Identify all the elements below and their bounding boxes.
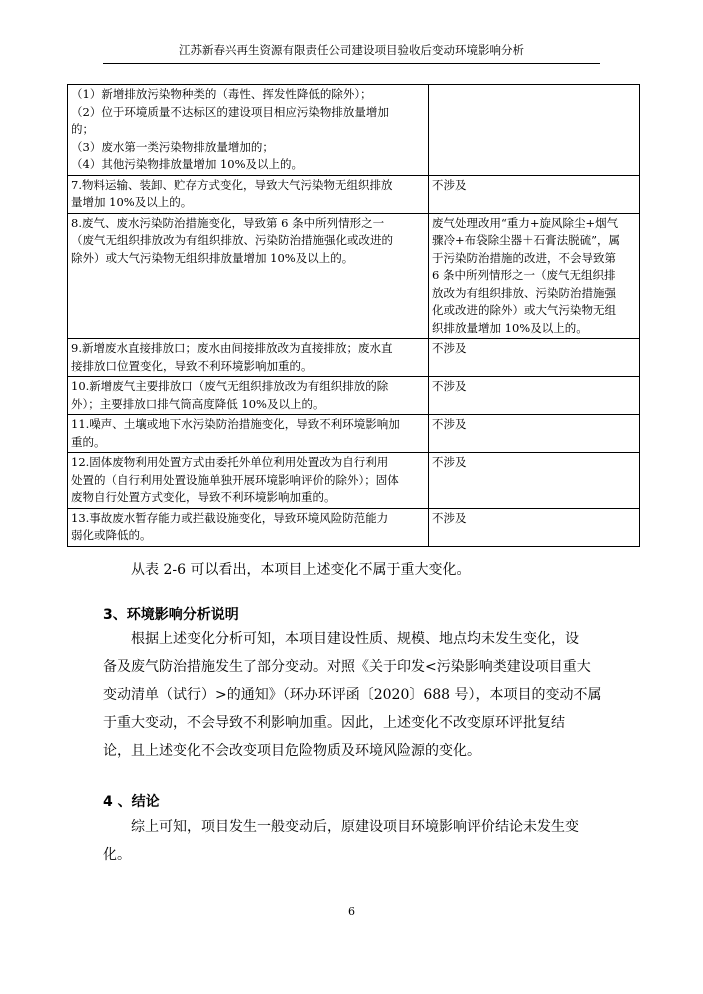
change-item-line: 10.新增废气主要排放口（废气无组织排放改为有组织排放的除 <box>71 379 389 393</box>
header-rule <box>103 63 600 64</box>
change-note-line: 骤冷+布袋除尘器＋石膏法脱硫”，属 <box>432 233 621 247</box>
change-note-cell <box>429 213 640 339</box>
change-item-cell <box>68 213 429 339</box>
change-table <box>67 84 640 547</box>
change-note-line: 6 条中所列情形之一（废气无组织排 <box>432 268 616 282</box>
table-row <box>68 377 640 415</box>
paragraph-line: 综上可知，项目发生一般变动后，原建设项目环境影响评价结论未发生变 <box>131 819 579 835</box>
change-note-cell <box>429 453 640 509</box>
change-note-cell <box>429 377 640 415</box>
change-table-body <box>68 85 640 547</box>
table-row <box>68 508 640 546</box>
paragraph-line: 化。 <box>103 847 131 863</box>
section-4-heading: 4 、结论 <box>103 794 160 810</box>
change-item-line: 9.新增废水直接排放口；废水由间接排放改为直接排放；废水直 <box>71 341 393 355</box>
change-note-line: 不涉及 <box>432 455 467 469</box>
change-note-line: 放改为有组织排放、污染防治措施强 <box>432 285 616 300</box>
change-note-line: 废气处理改用“重力+旋风除尘+烟气 <box>432 215 619 230</box>
change-item-line: 13.事故废水暂存能力或拦截设施变化，导致环境风险防范能力 <box>71 510 389 525</box>
paragraph-line: 根据上述变化分析可知，本项目建设性质、规模、地点均未发生变化，设 <box>131 631 579 647</box>
table-summary: 从表 2-6 可以看出，本项目上述变化不属于重大变化。 <box>131 562 471 578</box>
change-item-cell <box>68 377 429 415</box>
change-item-line: 弱化或降低的。 <box>71 528 152 542</box>
change-note-line: 不涉及 <box>432 341 467 355</box>
change-note-line: 化或改进的除外）或大气污染物无组 <box>432 303 616 317</box>
change-note-cell <box>429 415 640 453</box>
paragraph-line: 变动清单（试行）>的通知》（环办环评函〔2020〕688 号），本项目的变动不属 <box>103 687 602 703</box>
page-header: 江苏新春兴再生资源有限责任公司建设项目验收后变动环境影响分析 <box>179 43 524 57</box>
change-note-cell <box>429 508 640 546</box>
change-note-line: 织排放量增加 10%及以上的。 <box>432 320 588 335</box>
change-item-line: （3）废水第一类污染物排放量增加的； <box>71 139 274 154</box>
table-row <box>68 415 640 453</box>
table-row <box>68 85 640 176</box>
section-4-body <box>103 813 643 869</box>
change-item-cell <box>68 508 429 546</box>
table-row <box>68 213 640 339</box>
paragraph-line: 论，且上述变化不会改变项目危险物质及环境风险源的变化。 <box>103 743 481 759</box>
change-item-line: 12.固体废物利用处置方式由委托外单位利用处置改为自行利用 <box>71 455 389 469</box>
change-note-cell <box>429 85 640 176</box>
change-item-line: 外）；主要排放口排气筒高度降低 10%及以上的。 <box>71 396 325 411</box>
change-note-line: 于污染防治措施的改进，不会导致第 <box>432 250 616 265</box>
section-3-heading: 3、环境影响分析说明 <box>103 607 239 623</box>
change-item-line: 除外）或大气污染物无组织排放量增加 10%及以上的。 <box>71 250 354 265</box>
section-3-body <box>103 625 643 765</box>
change-item-line: 7.物料运输、装卸、贮存方式变化，导致大气污染物无组织排放 <box>71 177 393 192</box>
table-row <box>68 175 640 213</box>
change-item-cell <box>68 415 429 453</box>
table-row <box>68 453 640 509</box>
paragraph-line: 于重大变动，不会导致不利影响加重。因此，上述变化不改变原环评批复结 <box>103 715 565 731</box>
change-item-cell <box>68 85 429 176</box>
change-item-cell <box>68 339 429 377</box>
change-item-line: （2）位于环境质量不达标区的建设项目相应污染物排放量增加 <box>71 104 389 119</box>
change-item-line: 重的。 <box>71 434 106 449</box>
page-number: 6 <box>348 905 355 918</box>
change-item-line: 的； <box>71 122 94 136</box>
change-item-cell <box>68 175 429 213</box>
change-note-cell <box>429 175 640 213</box>
change-item-line: 量增加 10%及以上的。 <box>71 195 193 209</box>
change-note-line: 不涉及 <box>432 379 467 393</box>
change-note-cell <box>429 339 640 377</box>
change-item-line: 8.废气、废水污染防治措施变化，导致第 6 条中所列情形之一 <box>71 215 385 230</box>
change-item-line: 11.噪声、土壤或地下水污染防治措施变化，导致不利环境影响加 <box>71 417 400 431</box>
table-row <box>68 339 640 377</box>
change-item-line: 处置的（自行利用处置设施单独开展环境影响评价的除外）；固体 <box>71 472 399 487</box>
change-item-line: 接排放口位置变化，导致不利环境影响加重的。 <box>71 358 313 373</box>
change-item-line: （1）新增排放污染物种类的（毒性、挥发性降低的除外）； <box>71 87 372 101</box>
change-item-line: （4）其他污染物排放量增加 10%及以上的。 <box>71 157 304 171</box>
change-note-line: 不涉及 <box>432 177 467 192</box>
change-item-cell <box>68 453 429 509</box>
change-item-line: 废物自行处置方式变化，导致不利环境影响加重的。 <box>71 490 336 504</box>
change-note-line: 不涉及 <box>432 417 467 431</box>
paragraph-line: 备及废气防治措施发生了部分变动。对照《关于印发<污染影响类建设项目重大 <box>103 659 591 675</box>
change-item-line: （废气无组织排放改为有组织排放、污染防治措施强化或改进的 <box>71 233 393 247</box>
change-note-line: 不涉及 <box>432 510 467 525</box>
